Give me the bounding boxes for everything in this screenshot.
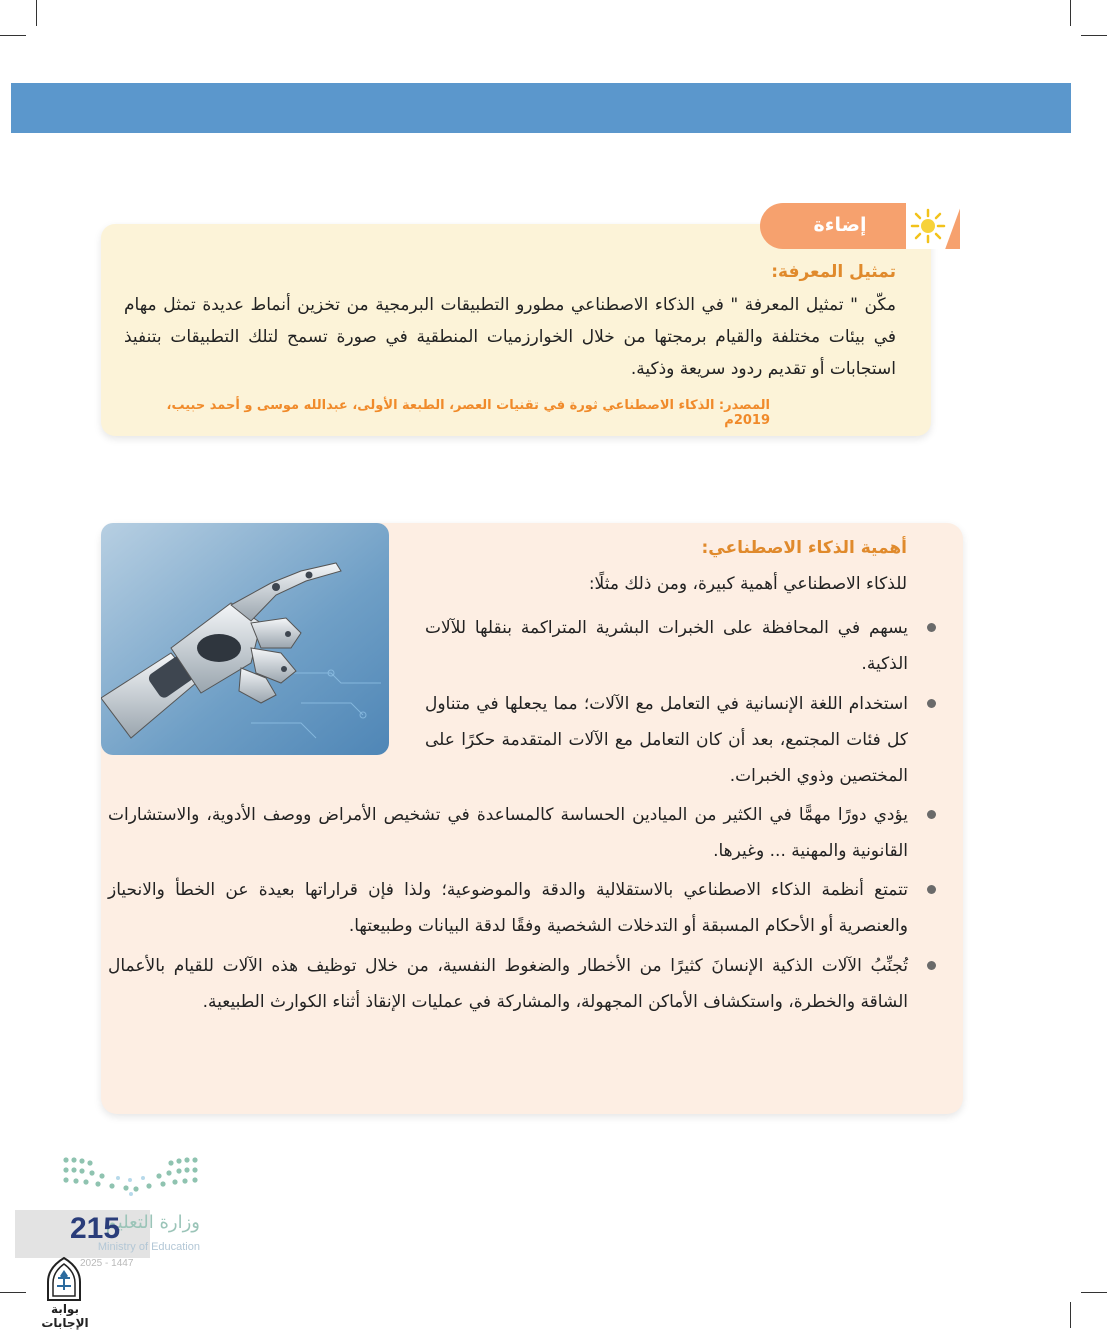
tab-label: إضاءة	[813, 214, 867, 236]
list-item	[108, 797, 936, 869]
bullet-dot	[927, 699, 936, 708]
crop-mark	[1081, 35, 1107, 36]
list-item-text: تُجنِّبُ الآلات الذكية الإنسانَ كثيرًا من الأخطار والضغوط النفسية، من خلال توظيف هذه الآلات للقيام بالأعمال الشاقة والخطرة، واستكشاف الأماكن المجهولة، والمشاركة في عمليات الإنقاذ أثناء الكوارث الطبيعية.	[108, 956, 908, 1012]
list-item	[425, 686, 936, 794]
portal-logo-icon	[44, 1256, 84, 1302]
robot-hand-image	[101, 523, 389, 755]
crop-mark	[0, 35, 26, 36]
list-item-text: يؤدي دورًا مهمًّا في الكثير من الميادين الحساسة كالمساعدة في تشخيص الأمراض ووصف الأدوية، والاستشارات القانونية والمهنية ... وغيرها.	[108, 805, 908, 861]
bullet-dot	[927, 885, 936, 894]
page-number: 215	[70, 1212, 121, 1245]
header-band	[11, 83, 1071, 133]
list-item-text: استخدام اللغة الإنسانية في التعامل مع الآلات؛ مما يجعلها في متناول كل فئات المجتمع، بعد أن كان التعامل مع الآلات المتقدمة حكرًا على المختصين وذوي الخبرات.	[425, 694, 908, 786]
ministry-name-en: Ministry of Education	[97, 1241, 200, 1253]
crop-mark	[1081, 1292, 1107, 1293]
info-heading: تمثيل المعرفة:	[771, 262, 896, 282]
crop-mark	[1070, 1302, 1071, 1328]
portal-label: بوابة الإجابات	[41, 1302, 89, 1330]
info-source: المصدر: الذكاء الاصطناعي ثورة في تقنيات العصر، الطبعة الأولى، عبدالله موسى و أحمد حبيب، 2019م	[166, 398, 770, 428]
list-item	[425, 610, 936, 682]
list-item-text: يسهم في المحافظة على الخبرات البشرية المتراكمة بنقلها للآلات الذكية.	[425, 618, 908, 674]
edition-year: 2025 - 1447	[80, 1258, 134, 1269]
info-body: مكّن " تمثيل المعرفة " في الذكاء الاصطناعي مطورو التطبيقات البرمجية من تخزين أنماط عديدة تمثل مهام في بيئات مختلفة والقيام برمجتها من خلال الخوارزميات المنطقية في صورة تسمح لتلك التطبيقات بتنفيذ استجابات أو تقديم ردود سريعة وذكية.	[124, 295, 896, 379]
list-item	[108, 948, 936, 1020]
crop-mark	[0, 1292, 26, 1293]
sun-icon	[910, 208, 946, 244]
bullet-dot	[927, 961, 936, 970]
bullet-dot	[927, 623, 936, 632]
bullet-dot	[927, 810, 936, 819]
list-item-text: تتمتع أنظمة الذكاء الاصطناعي بالاستقلالية والدقة والموضوعية؛ ولذا فإن قراراتها بعيدة عن الخطأ والانحياز والعنصرية أو الأحكام المسبقة أو التدخلات الشخصية وفقًا لدقة البيانات وطبيعتها.	[108, 880, 908, 936]
importance-heading: أهمية الذكاء الاصطناعي:	[701, 538, 907, 558]
crop-mark	[1070, 0, 1071, 26]
importance-intro: للذكاء الاصطناعي أهمية كبيرة، ومن ذلك مثلًا:	[588, 574, 907, 594]
ministry-name-ar: وزارة التعليم	[105, 1212, 200, 1233]
crop-mark	[36, 0, 37, 26]
list-item	[108, 872, 936, 944]
